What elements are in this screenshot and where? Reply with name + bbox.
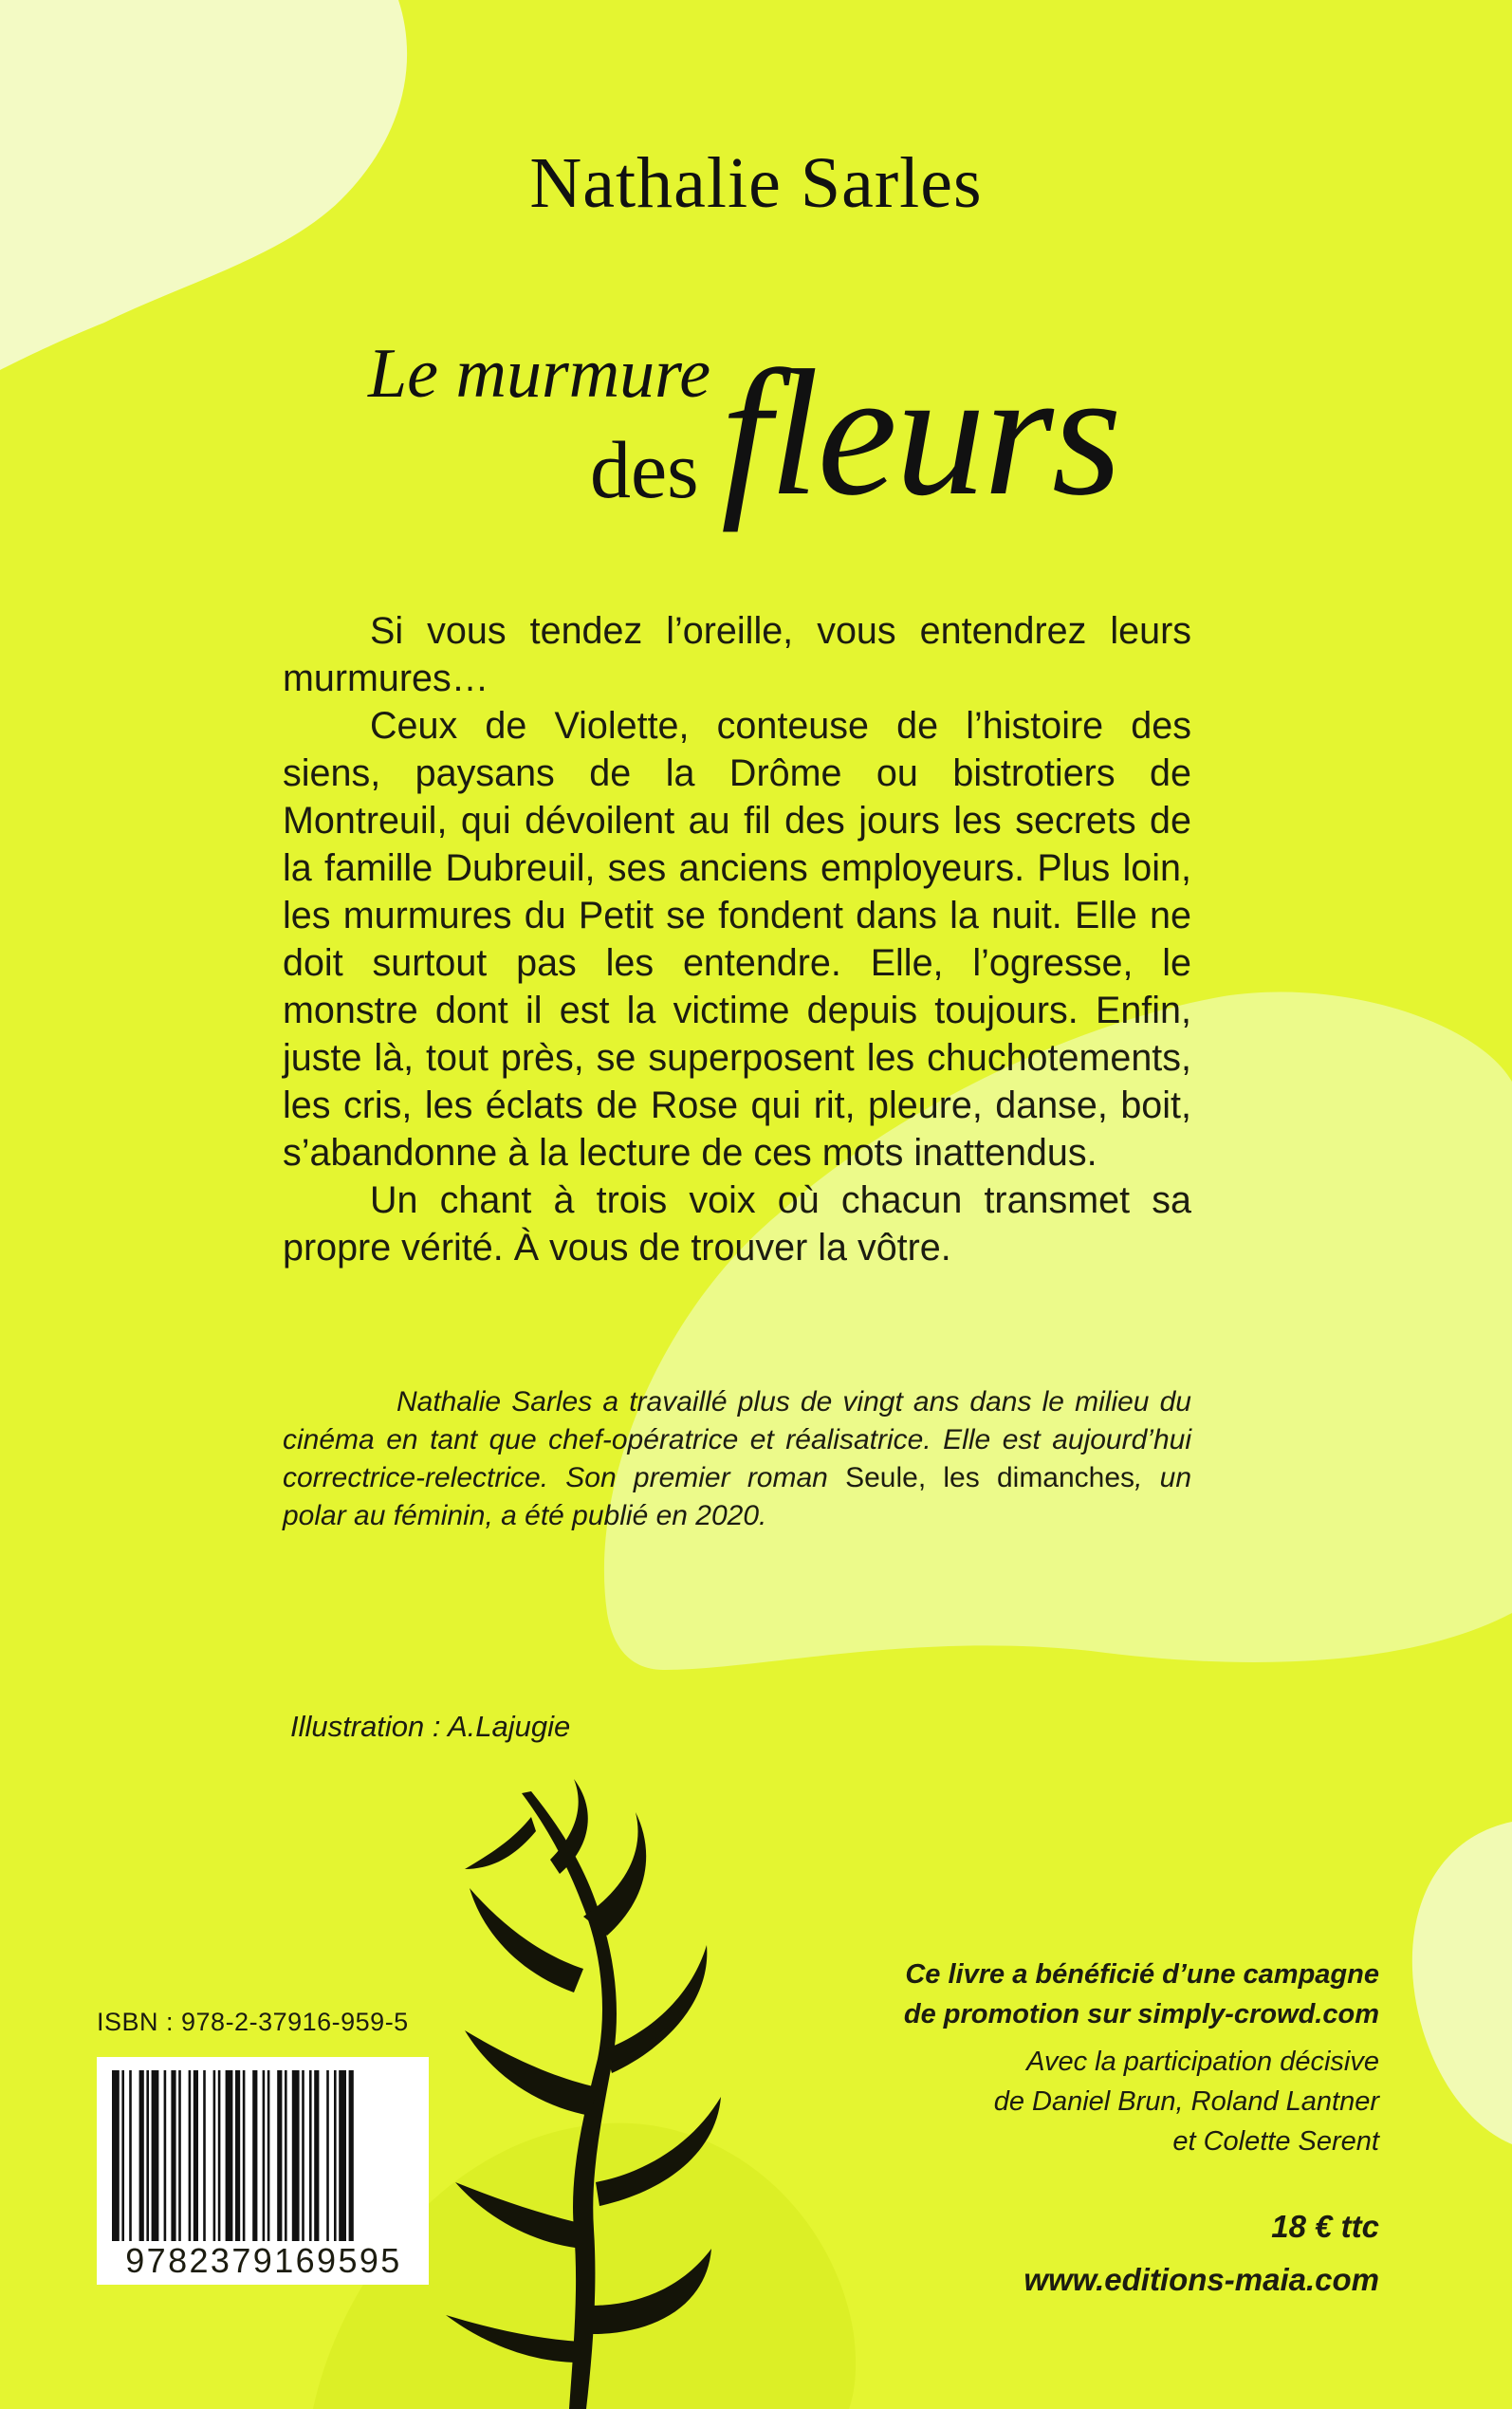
- title-des: des: [590, 424, 699, 515]
- illustration-credit: Illustration : A.Lajugie: [290, 1710, 571, 1743]
- barcode-bar: [146, 2070, 149, 2241]
- barcode-bar: [218, 2070, 221, 2241]
- crowd-line-1: Ce livre a bénéficié d’une campagne: [905, 1959, 1379, 1990]
- barcode-bar: [152, 2070, 159, 2241]
- price: 18 € ttc: [1271, 2209, 1379, 2244]
- bio-text-2: , un polar au féminin, a été publié en 2020.: [283, 1462, 1191, 1531]
- publisher-website: www.editions-maia.com: [1023, 2262, 1379, 2297]
- bio-book-title: Seule, les dimanches: [845, 1462, 1135, 1493]
- barcode: [97, 2057, 429, 2285]
- barcode-bar: [277, 2070, 282, 2241]
- barcode-bar: [194, 2070, 198, 2241]
- barcode-bar: [263, 2070, 266, 2241]
- summary-paragraph-2: Ceux de Violette, conteuse de l’histoire des siens, paysans de la Drôme ou bistrotiers de Montreuil, qui dévoilent au fil des jours les secrets de la famille Dubreuil, ses anciens employeurs. Plus loin, les murmures du Petit se fondent dans la nuit. Elle ne doit surtout pas les entendre. Elle, l’ogresse, le monstre dont il est la victime depuis toujours. Enfin, juste là, tout près, se superposent les chuchotements, les cris, les éclats de Rose qui rit, pleure, danse, boit, s’abandonne à la lecture de ces mots inattendus.: [283, 705, 1191, 1174]
- author-name: Nathalie Sarles: [529, 143, 983, 223]
- barcode-bar: [309, 2070, 312, 2241]
- barcode-bar: [226, 2070, 233, 2241]
- barcode-bar: [243, 2070, 246, 2241]
- barcode-bars: [112, 2070, 414, 2241]
- barcode-bar: [171, 2070, 175, 2241]
- summary-paragraph-3: Un chant à trois voix où chacun transmet sa propre vérité. À vous de trouver la vôtre.: [283, 1179, 1191, 1269]
- thanks-line-3: et Colette Serent: [1172, 2126, 1379, 2157]
- barcode-bar: [164, 2070, 167, 2241]
- book-summary: [283, 607, 1191, 1271]
- barcode-bar: [178, 2070, 181, 2241]
- title-line-1: Le murmure: [368, 335, 711, 413]
- barcode-bar: [339, 2070, 346, 2241]
- barcode-bar: [252, 2070, 257, 2241]
- author-bio: [283, 1383, 1191, 1535]
- barcode-bar: [235, 2070, 240, 2241]
- barcode-bar: [213, 2070, 216, 2241]
- acknowledgements: [848, 2042, 1379, 2161]
- barcode-bar: [121, 2070, 124, 2241]
- barcode-bar: [292, 2070, 300, 2241]
- barcode-bar: [314, 2070, 319, 2241]
- crowd-line-2: de promotion sur simply-crowd.com: [903, 1999, 1379, 2029]
- barcode-bar: [129, 2070, 132, 2241]
- barcode-bar: [302, 2070, 304, 2241]
- bio-paragraph: [283, 1383, 1191, 1535]
- barcode-bar: [334, 2070, 337, 2241]
- barcode-bar: [285, 2070, 287, 2241]
- crowdfunding-note: [848, 1955, 1379, 2034]
- barcode-bar: [203, 2070, 206, 2241]
- barcode-bar: [349, 2070, 354, 2241]
- barcode-bar: [326, 2070, 329, 2241]
- barcode-digits: 9782379169595: [125, 2241, 402, 2280]
- thanks-line-2: de Daniel Brun, Roland Lantner: [993, 2086, 1379, 2117]
- isbn-number: ISBN : 978-2-37916-959-5: [97, 2008, 409, 2036]
- barcode-bar: [189, 2070, 192, 2241]
- plant-illustration: [379, 1774, 778, 2409]
- title-fleurs: fleurs: [721, 334, 1120, 533]
- thanks-line-1: Avec la participation décisive: [1026, 2047, 1379, 2077]
- summary-paragraph-1: Si vous tendez l’oreille, vous entendrez leurs murmures…: [283, 610, 1191, 699]
- bio-text-1: Nathalie Sarles a travaillé plus de vingt ans dans le milieu du cinéma en tant que chef-opératrice et réalisatrice. Elle est aujourd’hui correctrice-relectrice. Son premier roman: [283, 1386, 1191, 1493]
- barcode-bar: [112, 2070, 120, 2241]
- barcode-bar: [139, 2070, 144, 2241]
- barcode-bar: [267, 2070, 270, 2241]
